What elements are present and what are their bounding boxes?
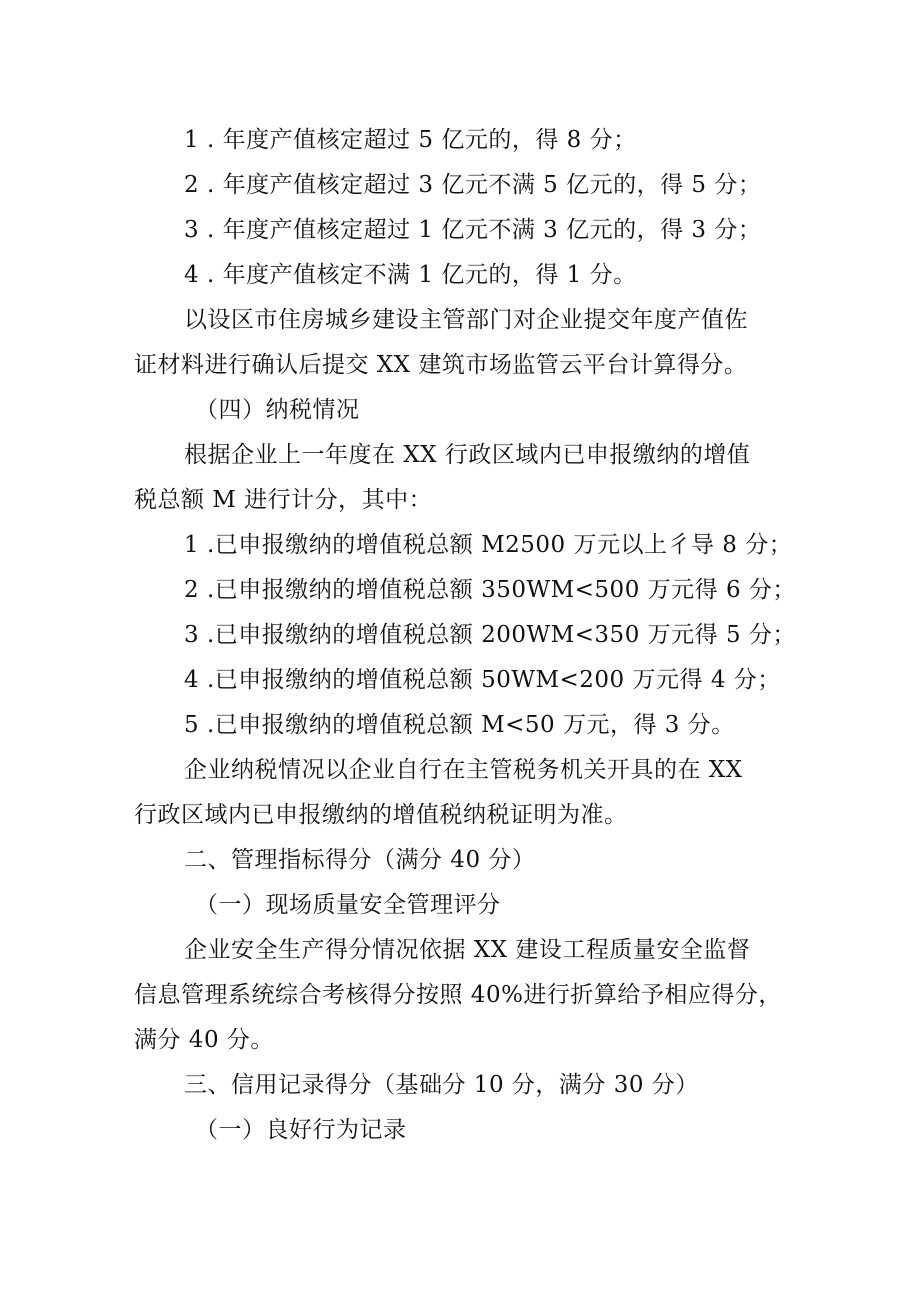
paragraph-tax-intro-cont: 税总额 M 进行计分，其中： [134, 487, 433, 513]
paragraph-safety-cont: 信息管理系统综合考核得分按照 40%进行折算给予相应得分， [134, 982, 782, 1008]
item-output-1-to-3: 3 . 年度产值核定超过 1 亿元不满 3 亿元的，得 3 分； [184, 217, 762, 243]
section-heading-credit: 三、信用记录得分（基础分 10 分，满分 30 分） [184, 1072, 699, 1098]
paragraph-tax-intro: 根据企业上一年度在 XX 行政区域内已申报缴纳的增值 [184, 442, 751, 468]
paragraph-output-confirmation: 以设区市住房城乡建设主管部门对企业提交年度产值佐 [184, 307, 748, 333]
item-tax-4: 4 .已申报缴纳的增值税总额 50WM<200 万元得 4 分； [184, 667, 781, 693]
section-heading-tax: （四）纳税情况 [195, 397, 360, 423]
paragraph-safety-end: 满分 40 分。 [134, 1027, 274, 1053]
item-output-under-1: 4 . 年度产值核定不满 1 亿元的，得 1 分。 [184, 262, 637, 288]
item-tax-1: 1 .已申报缴纳的增值税总额 M2500 万元以上彳导 8 分； [184, 532, 793, 558]
paragraph-output-confirmation-cont: 证材料进行确认后提交 XX 建筑市场监管云平台计算得分。 [134, 352, 748, 378]
subsection-heading-safety: （一）现场质量安全管理评分 [195, 892, 501, 918]
paragraph-tax-proof-cont: 行政区域内已申报缴纳的增值税纳税证明为准。 [134, 802, 628, 828]
item-tax-5: 5 .已申报缴纳的增值税总额 M<50 万元，得 3 分。 [184, 712, 735, 738]
section-heading-management: 二、管理指标得分（满分 40 分） [184, 847, 536, 873]
item-output-3-to-5: 2 . 年度产值核定超过 3 亿元不满 5 亿元的，得 5 分； [184, 172, 762, 198]
item-tax-2: 2 .已申报缴纳的增值税总额 350WM<500 万元得 6 分； [184, 577, 796, 603]
subsection-heading-good-behavior: （一）良好行为记录 [195, 1117, 407, 1143]
paragraph-tax-proof: 企业纳税情况以企业自行在主管税务机关开具的在 XX [184, 757, 743, 783]
item-output-over-5: 1 . 年度产值核定超过 5 亿元的，得 8 分； [184, 127, 637, 153]
paragraph-safety: 企业安全生产得分情况依据 XX 建设工程质量安全监督 [184, 937, 751, 963]
item-tax-3: 3 .已申报缴纳的增值税总额 200WM<350 万元得 5 分； [184, 622, 796, 648]
